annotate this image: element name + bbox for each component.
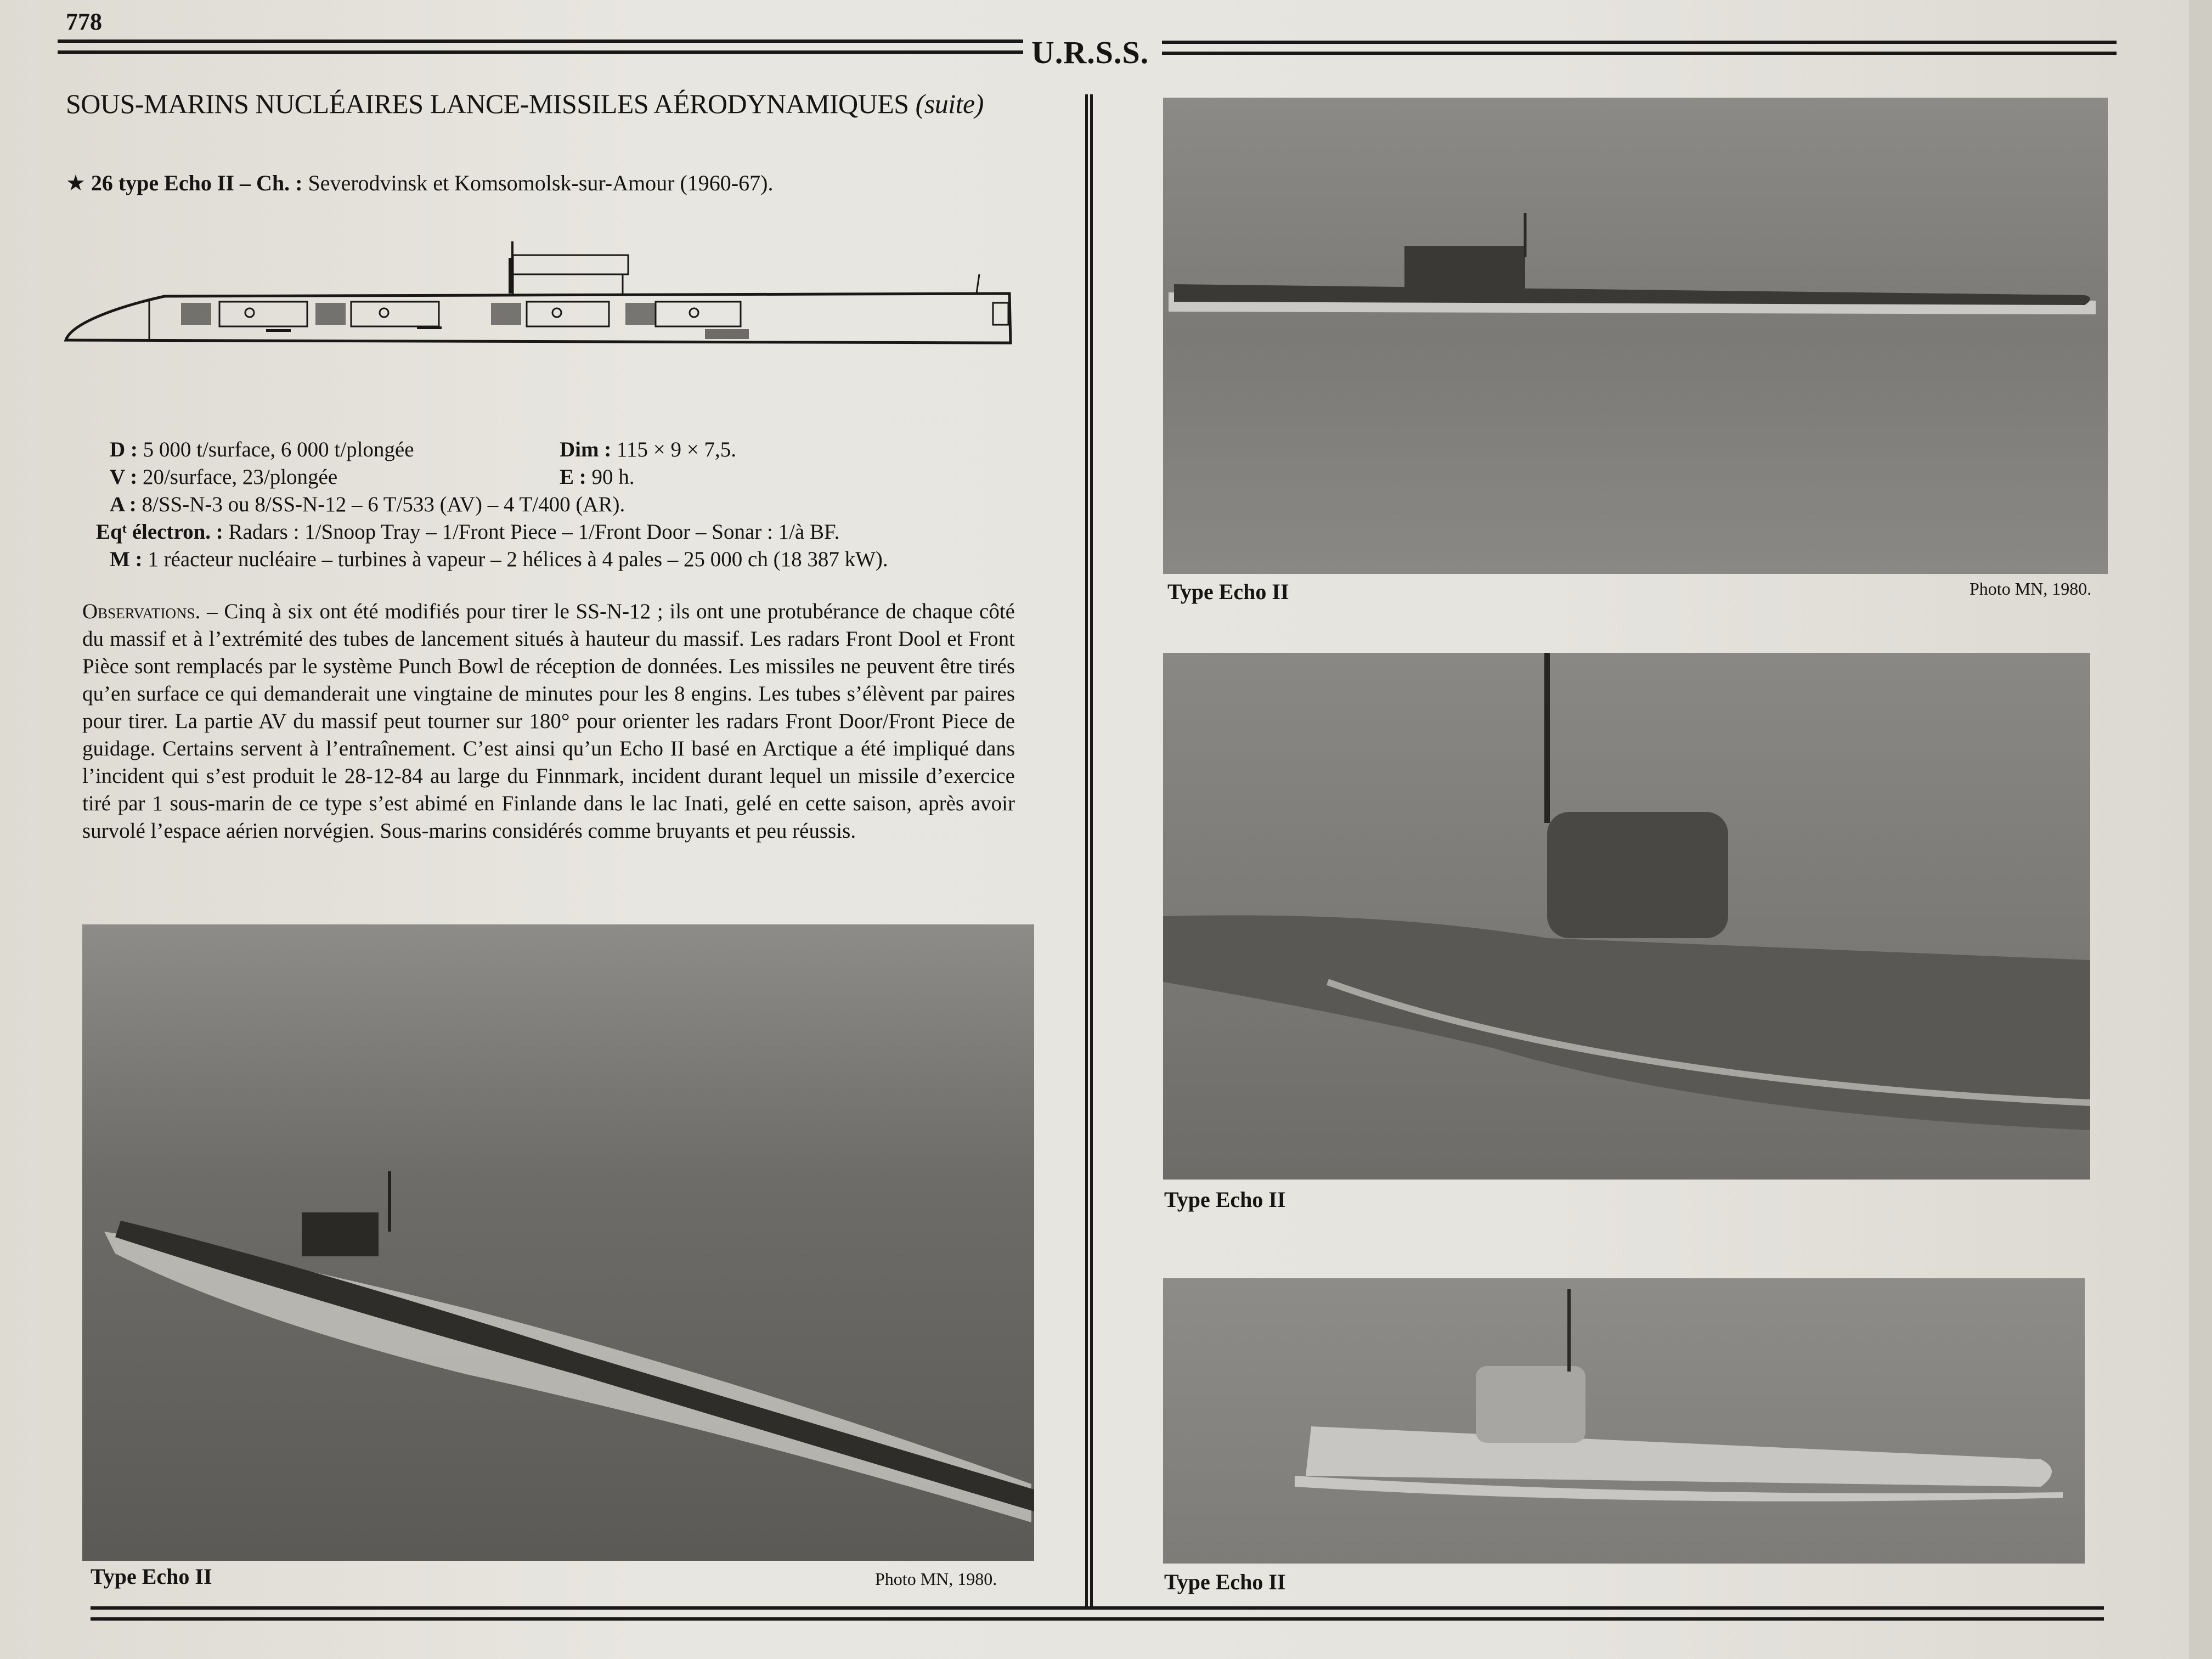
section-title xyxy=(66,88,984,120)
spec-machinery: M : 1 réacteur nucléaire – turbines à vapeur – 2 hélices à 4 pales – 25 000 ch (18 387 kW). xyxy=(110,548,888,571)
entry-shipyards: Severodvinsk et Komsomolsk-sur-Amour (1960-67). xyxy=(308,171,774,195)
spec-speed xyxy=(110,464,888,491)
photo-credit: Photo MN, 1980. xyxy=(875,1569,997,1589)
spec-dimensions: Dim : 115 × 9 × 7,5. xyxy=(560,438,737,461)
entry-class: 26 type Echo II – Ch. : xyxy=(91,171,303,195)
submarine-image xyxy=(1163,1278,2085,1564)
spec-crew: E : 90 h. xyxy=(560,465,635,489)
photo-bottom-left xyxy=(82,924,1034,1561)
page-edge-shadow xyxy=(2189,0,2212,1659)
header-rule-left xyxy=(58,40,1023,54)
submarine-image xyxy=(1163,653,2090,1180)
spec-value: 20/surface, 23/plongée xyxy=(142,465,338,489)
spec-armament: A : 8/SS-N-3 ou 8/SS-N-12 – 6 T/533 (AV) – 4 T/400 (AR). xyxy=(110,493,625,516)
observations-label: Observations. xyxy=(82,600,201,623)
photo-caption: Type Echo II xyxy=(1164,1187,1286,1212)
section-title-suffix: (suite) xyxy=(915,88,984,119)
observations-paragraph xyxy=(82,598,1015,845)
photo-caption: Type Echo II xyxy=(91,1564,212,1589)
submarine-profile-drawing xyxy=(60,241,1037,351)
spec-electronics: Eqᵗ électron. : Radars : 1/Snoop Tray – 1/Front Piece – 1/Front Door – Sonar : 1/à BF. xyxy=(96,520,840,544)
star-icon: ★ xyxy=(66,171,86,195)
running-head: U.R.S.S. xyxy=(1031,35,1149,70)
section-title-text: SOUS-MARINS NUCLÉAIRES LANCE-MISSILES AÉRODYNAMIQUES xyxy=(66,88,909,119)
photo-bottom-right xyxy=(1163,1278,2085,1564)
photo-credit: Photo MN, 1980. xyxy=(1970,579,2092,599)
spec-key: V : xyxy=(110,465,138,489)
photo-middle-right xyxy=(1163,653,2090,1180)
spec-key: D : xyxy=(110,438,138,461)
photo-caption: Type Echo II xyxy=(1164,1570,1286,1594)
page-number: 778 xyxy=(66,8,102,35)
observations-text: – Cinq à six ont été modifiés pour tirer le SS-N-12 ; ils ont une protubérance de chaque côté du massif et à l’extrémité des tubes de lancement situés à hauteur du massif. Les radars Front Dool et Front Pièce sont remplacés par le système Punch Bowl de réception de données. Les missiles ne peuvent être tirés qu’en surface ce qui demanderait une vingtaine de minutes pour les 8 engins. Les tubes s’élèvent par paires pour tirer. La partie AV du massif peut tourner sur 180° pour orienter les radars Front Door/Front Piece de guidage. Certains servent à l’entraînement. C’est ainsi qu’un Echo II basé en Arctique a été impliqué dans l’incident qui s’est produit le 28-12-84 au large du Finnmark, incident durant lequel un missile d’exercice tiré par 1 sous-marin de ce type s’est abimé en Finlande dans le lac Inati, gelé en cette saison, après avoir survolé l’espace aérien norvégien. Sous-marins considérés comme bruyants et peu réussis. xyxy=(82,600,1015,843)
submarine-image xyxy=(1163,98,2108,574)
photo-top-right xyxy=(1163,98,2108,574)
entry-heading xyxy=(66,170,773,196)
photo-caption: Type Echo II xyxy=(1167,579,1289,604)
spec-displacement xyxy=(110,436,888,464)
footer-rule xyxy=(91,1606,2104,1621)
column-divider xyxy=(1085,94,1093,1609)
specifications xyxy=(96,436,888,573)
header-rule-right xyxy=(1162,41,2117,55)
spec-value: 5 000 t/surface, 6 000 t/plongée xyxy=(143,438,414,461)
submarine-image xyxy=(82,924,1034,1561)
